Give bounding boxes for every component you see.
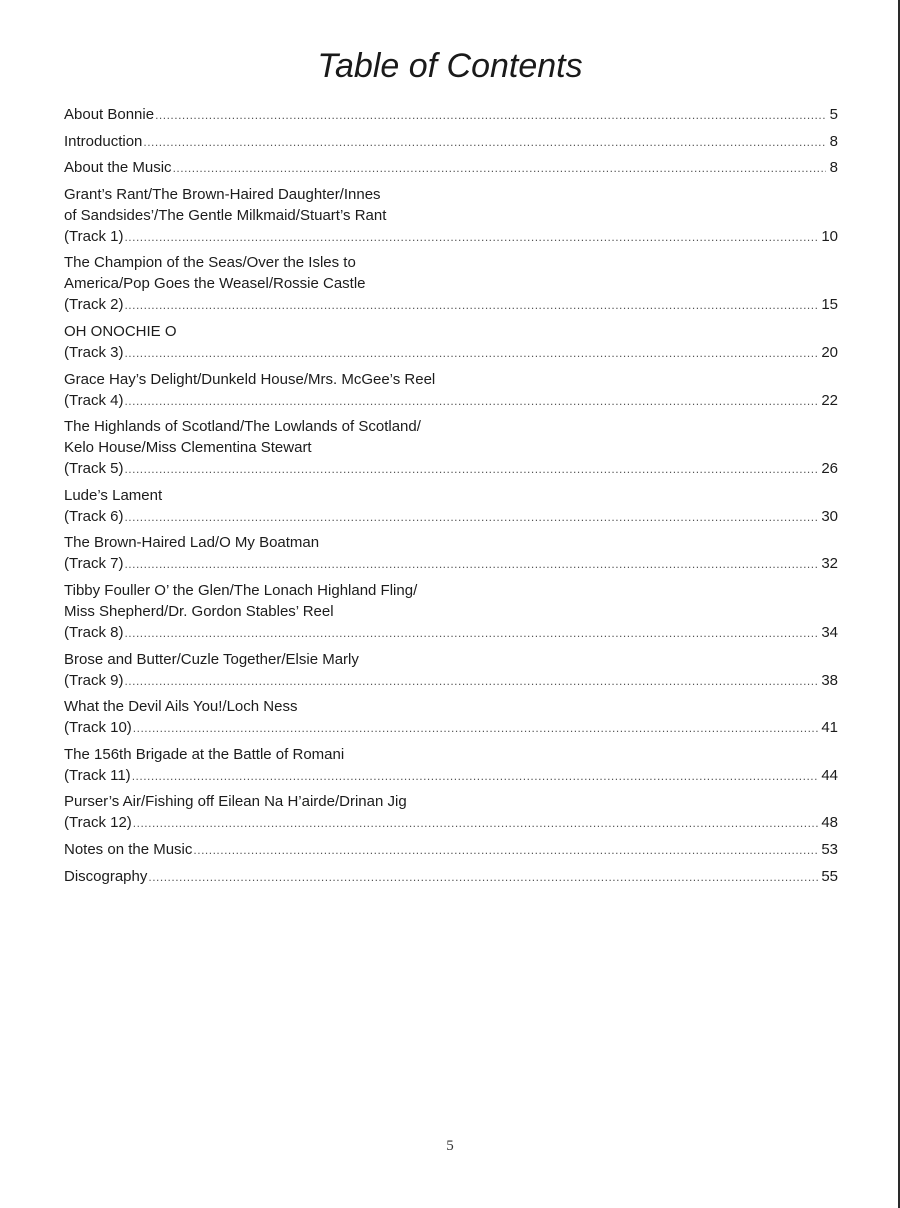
toc-entry-label: (Track 4) (64, 391, 124, 409)
toc-entry-label: (Track 5) (64, 460, 124, 478)
toc-entry[interactable] (64, 157, 838, 179)
toc-entry-title-line: of Sandsides’/The Gentle Milkmaid/Stuart’s Rant (64, 206, 387, 224)
toc-entry-label: (Track 2) (64, 296, 124, 314)
toc-entry[interactable] (64, 369, 838, 412)
toc-entry-page-number: 30 (821, 507, 838, 525)
toc-entry[interactable] (64, 104, 838, 126)
toc-entry-title-line: The Highlands of Scotland/The Lowlands of Scotland/ (64, 418, 421, 436)
dot-leader (124, 459, 819, 480)
toc-entry-title-line: Purser’s Air/Fishing off Eilean Na H’airde/Drinan Jig (64, 793, 407, 811)
dot-leader (148, 867, 819, 888)
toc-entry[interactable] (64, 532, 838, 575)
toc-entry-label: Introduction (64, 132, 143, 150)
toc-entry[interactable] (64, 485, 838, 528)
toc-entry-label: (Track 10) (64, 719, 132, 737)
toc-entry-page-number: 8 (829, 132, 838, 150)
toc-entry-page-number: 10 (821, 227, 838, 245)
dot-leader (124, 554, 819, 575)
toc-entry[interactable] (64, 866, 838, 888)
toc-entry-last-line (64, 812, 838, 834)
toc-entry-last-line (64, 390, 838, 412)
toc-entry[interactable] (64, 744, 838, 787)
toc-entry[interactable] (64, 184, 838, 248)
toc-entry[interactable] (64, 131, 838, 153)
toc-entry-title-line: Miss Shepherd/Dr. Gordon Stables’ Reel (64, 602, 334, 620)
dot-leader (124, 295, 819, 316)
toc-entry-page-number: 34 (821, 623, 838, 641)
toc-entry[interactable] (64, 791, 838, 834)
dot-leader (124, 391, 819, 412)
toc-entry-label: Notes on the Music (64, 840, 193, 858)
toc-entry-label: (Track 7) (64, 555, 124, 573)
toc-entry-label: (Track 8) (64, 623, 124, 641)
page-title: Table of Contents (317, 47, 583, 85)
toc-entry[interactable] (64, 416, 838, 480)
dot-leader (124, 343, 819, 364)
toc-entry-label: About Bonnie (64, 106, 155, 123)
dot-leader (193, 840, 819, 861)
toc-entry-label: (Track 6) (64, 507, 124, 525)
toc-entry-page-number: 5 (829, 106, 838, 123)
toc-entry-title-line: Kelo House/Miss Clementina Stewart (64, 439, 312, 457)
dot-leader (173, 158, 826, 179)
toc-entry-last-line (64, 506, 838, 528)
dot-leader (132, 766, 820, 787)
toc-entry-label: (Track 3) (64, 343, 124, 361)
toc-entry-title-line: What the Devil Ails You!/Loch Ness (64, 698, 298, 716)
toc-entry[interactable] (64, 321, 838, 364)
dot-leader (155, 105, 826, 126)
toc-entry-page-number: 22 (821, 391, 838, 409)
toc-entry-title-line: Grace Hay’s Delight/Dunkeld House/Mrs. McGee’s Reel (64, 370, 436, 388)
toc-entry-last-line (64, 765, 838, 787)
toc-entry-label: Discography (64, 867, 148, 885)
toc-entry-last-line (64, 294, 838, 316)
toc-entry-last-line (64, 157, 838, 179)
toc-entry-last-line (64, 622, 838, 644)
toc-entry-label: (Track 12) (64, 814, 132, 832)
toc-entry-title-line: OH ONOCHIE O (64, 322, 177, 340)
toc-list (64, 104, 838, 892)
toc-entry-last-line (64, 553, 838, 575)
toc-entry[interactable] (64, 696, 838, 739)
toc-entry-last-line (64, 226, 838, 248)
toc-entry-last-line (64, 717, 838, 739)
toc-entry-last-line (64, 866, 838, 888)
toc-entry-page-number: 48 (821, 814, 838, 832)
toc-entry-last-line (64, 839, 838, 861)
toc-entry-label: (Track 11) (64, 766, 131, 784)
toc-entry-last-line (64, 458, 838, 480)
toc-entry-last-line (64, 131, 838, 153)
page-number: 5 (446, 1138, 454, 1154)
toc-entry-label: (Track 9) (64, 671, 124, 689)
toc-entry-page-number: 32 (821, 555, 838, 573)
dot-leader (124, 623, 819, 644)
toc-entry-page-number: 8 (829, 159, 838, 177)
toc-entry-title-line: The Champion of the Seas/Over the Isles to (64, 254, 356, 272)
dot-leader (124, 227, 819, 248)
toc-entry-page-number: 53 (821, 840, 838, 858)
toc-entry-title-line: Lude’s Lament (64, 486, 163, 504)
toc-entry-label: (Track 1) (64, 227, 124, 245)
toc-entry[interactable] (64, 252, 838, 316)
toc-entry-title-line: Brose and Butter/Cuzle Together/Elsie Marly (64, 650, 359, 668)
toc-entry-page-number: 20 (821, 343, 838, 361)
toc-entry-last-line (64, 104, 838, 126)
toc-entry-title-line: Tibby Fouller O’ the Glen/The Lonach Highland Fling/ (64, 581, 418, 599)
dot-leader (133, 813, 820, 834)
toc-entry-page-number: 44 (821, 766, 838, 784)
toc-entry-last-line (64, 670, 838, 692)
dot-leader (124, 507, 819, 528)
toc-entry-page-number: 55 (821, 867, 838, 885)
toc-entry-title-line: The Brown-Haired Lad/O My Boatman (64, 534, 320, 552)
toc-entry-title-line: America/Pop Goes the Weasel/Rossie Castle (64, 275, 366, 293)
toc-entry[interactable] (64, 649, 838, 692)
toc-entry-page-number: 15 (821, 296, 838, 314)
toc-entry-page-number: 26 (821, 460, 838, 478)
toc-entry-page-number: 38 (821, 671, 838, 689)
toc-entry[interactable] (64, 839, 838, 861)
toc-entry[interactable] (64, 580, 838, 644)
dot-leader (133, 718, 820, 739)
toc-entry-title-line: Grant’s Rant/The Brown-Haired Daughter/Innes (64, 185, 381, 203)
toc-entry-label: About the Music (64, 159, 172, 177)
dot-leader (124, 671, 819, 692)
toc-entry-page-number: 41 (821, 719, 838, 737)
toc-entry-title-line: The 156th Brigade at the Battle of Romani (64, 745, 345, 763)
dot-leader (143, 132, 826, 153)
toc-entry-last-line (64, 342, 838, 364)
